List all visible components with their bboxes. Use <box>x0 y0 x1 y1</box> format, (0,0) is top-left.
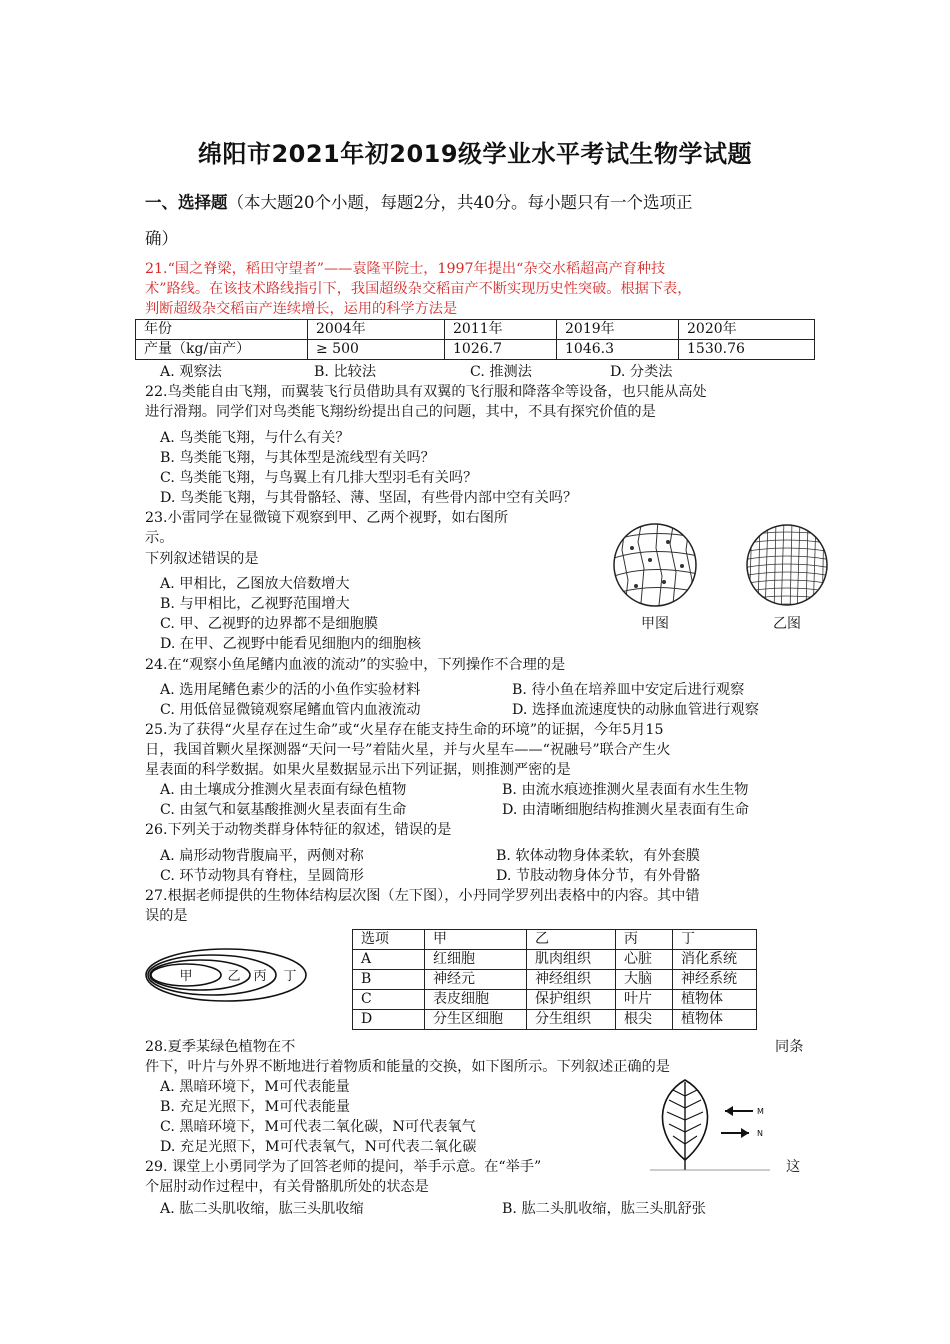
q25-line-1: 25.为了获得“火星存在过生命”或“火星存在能支持生命的环境”的证据，今年5月15 <box>145 722 664 738</box>
q29-option-b: B. 肱二头肌收缩，肱三头肌舒张 <box>502 1201 706 1217</box>
table-cell: C <box>353 990 425 1010</box>
figure-label-yi: 乙图 <box>773 616 801 632</box>
q23-option-b: B. 与甲相比，乙视野范围增大 <box>160 596 350 612</box>
q24-option-b: B. 待小鱼在培养皿中安定后进行观察 <box>512 682 745 698</box>
q21-option-d: D. 分类法 <box>610 364 673 380</box>
table-row <box>136 340 815 360</box>
q23-line-3: 下列叙述错误的是 <box>145 551 259 567</box>
arrow-label-m: M <box>757 1107 764 1116</box>
table-cell: B <box>353 970 425 990</box>
q26-option-b: B. 软体动物身体柔软，有外套膜 <box>496 848 700 864</box>
microscope-fields-figure <box>612 520 837 635</box>
q29-option-a: A. 肱二头肌收缩，肱三头肌收缩 <box>160 1201 364 1217</box>
table-row <box>353 970 757 990</box>
q24-option-c: C. 用低倍显微镜观察尾鳍血管内血液流动 <box>160 702 421 718</box>
q22-option-b: B. 鸟类能飞翔，与其体型是流线型有关吗？ <box>160 450 435 466</box>
page-title: 绵阳市2021年初2019级学业水平考试生物学试题 <box>197 140 753 168</box>
table-row <box>353 990 757 1010</box>
table-cell: 神经系统 <box>673 970 757 990</box>
table-cell: 植物体 <box>673 1010 757 1030</box>
q24-option-a: A. 选用尾鳍色素少的活的小鱼作实验材料 <box>160 682 421 698</box>
q28-option-a: A. 黑暗环境下，M可代表能量 <box>160 1079 350 1095</box>
field-a-cells-icon <box>614 520 698 615</box>
q22-option-a: A. 鸟类能飞翔，与什么有关？ <box>160 430 350 446</box>
q28-option-d: D. 充足光照下，M可代表氧气，N可代表二氧化碳 <box>160 1139 477 1155</box>
table-cell: 神经组织 <box>527 970 616 990</box>
q21-option-b: B. 比较法 <box>314 364 377 380</box>
table-cell: 大脑 <box>616 970 673 990</box>
q28-line-1-right: 同条 <box>775 1039 804 1055</box>
q24-option-d: D. 选择血流速度快的动脉血管进行观察 <box>512 702 759 718</box>
table-header-cell: 2011年 <box>445 320 557 340</box>
diagram-label-yi: 乙 <box>227 969 241 984</box>
q26-option-d: D. 节肢动物身体分节，有外骨骼 <box>496 868 701 884</box>
q24-line: 24.在“观察小鱼尾鳍内血液的流动”的实验中，下列操作不合理的是 <box>145 657 566 673</box>
q27-options-table <box>352 929 757 1030</box>
q26-option-a: A. 扁形动物背腹扁平，两侧对称 <box>160 848 364 864</box>
q28-option-b: B. 充足光照下，M可代表能量 <box>160 1099 351 1115</box>
table-cell: 保护组织 <box>527 990 616 1010</box>
q25-option-d: D. 由清晰细胞结构推测火星表面有生命 <box>502 802 749 818</box>
q21-line-3: 判断超级杂交稻亩产连续增长，运用的科学方法是 <box>145 301 458 317</box>
section-heading-label: 一、选择题 <box>145 193 228 212</box>
table-cell: 1026.7 <box>445 340 557 360</box>
table-header-cell: 2004年 <box>308 320 445 340</box>
table-header-cell: 乙 <box>527 930 616 950</box>
q25-line-2: 日，我国首颗火星探测器“天问一号”着陆火星，并与火星车——“祝融号”联合产生火 <box>145 742 671 758</box>
table-cell: D <box>353 1010 425 1030</box>
section-note-line2: 确） <box>145 229 178 248</box>
q29-line-1-right: 这 <box>786 1159 801 1175</box>
q29-line-1-left: 29. 课堂上小勇同学为了回答老师的提问，举手示意。在“举手” <box>145 1159 542 1175</box>
q25-option-c: C. 由氢气和氨基酸推测火星表面有生命 <box>160 802 407 818</box>
table-header-cell: 2019年 <box>557 320 679 340</box>
q21-yield-table <box>135 319 815 360</box>
table-cell: 叶片 <box>616 990 673 1010</box>
field-b-cells-icon <box>742 520 832 615</box>
table-header-cell: 丁 <box>673 930 757 950</box>
table-cell: 产量（kg/亩产） <box>136 340 308 360</box>
structure-levels-diagram <box>144 946 312 1004</box>
arrow-label-n: N <box>757 1129 763 1138</box>
q28-option-c: C. 黑暗环境下，M可代表二氧化碳，N可代表氧气 <box>160 1119 476 1135</box>
diagram-label-jia: 甲 <box>179 969 193 984</box>
leaf-exchange-figure <box>645 1078 775 1174</box>
table-row <box>353 950 757 970</box>
table-cell: 植物体 <box>673 990 757 1010</box>
q23-option-c: C. 甲、乙视野的边界都不是细胞膜 <box>160 616 378 632</box>
q28-line-1-left: 28.夏季某绿色植物在不 <box>145 1039 296 1055</box>
table-row <box>353 930 757 950</box>
diagram-label-bing: 丙 <box>253 969 267 984</box>
figure-label-jia: 甲图 <box>641 616 669 632</box>
table-cell: 心脏 <box>616 950 673 970</box>
q21-line-2: 术”路线。在该技术路线指引下，我国超级杂交稻亩产不断实现历史性突破。根据下表， <box>145 281 692 297</box>
table-row <box>353 1010 757 1030</box>
table-cell: 分生区细胞 <box>425 1010 527 1030</box>
q21-option-a: A. 观察法 <box>160 364 222 380</box>
q29-line-2: 个屈肘动作过程中，有关骨骼肌所处的状态是 <box>145 1179 429 1195</box>
q22-option-d: D. 鸟类能飞翔，与其骨骼轻、薄、坚固，有些骨内部中空有关吗？ <box>160 490 578 506</box>
q21-option-c: C. 推测法 <box>470 364 532 380</box>
q25-option-b: B. 由流水痕迹推测火星表面有水生生物 <box>502 782 749 798</box>
q22-option-c: C. 鸟类能飞翔，与鸟翼上有几排大型羽毛有关吗？ <box>160 470 478 486</box>
diagram-label-ding: 丁 <box>283 969 297 984</box>
q22-line-2: 进行滑翔。同学们对鸟类能飞翔纷纷提出自己的问题，其中，不具有探究价值的是 <box>145 404 656 420</box>
q27-line-2: 误的是 <box>145 908 188 924</box>
table-cell: A <box>353 950 425 970</box>
table-cell: ≥ 500 <box>308 340 445 360</box>
q23-option-a: A. 甲相比，乙图放大倍数增大 <box>160 576 350 592</box>
q26-option-c: C. 环节动物具有脊柱，呈圆筒形 <box>160 868 364 884</box>
q25-line-3: 星表面的科学数据。如果火星数据显示出下列证据，则推测严密的是 <box>145 762 571 778</box>
table-header-cell: 甲 <box>425 930 527 950</box>
table-cell: 红细胞 <box>425 950 527 970</box>
table-cell: 1530.76 <box>679 340 815 360</box>
q28-line-2: 件下，叶片与外界不断地进行着物质和能量的交换，如下图所示。下列叙述正确的是 <box>145 1059 670 1075</box>
q26-line: 26.下列关于动物类群身体特征的叙述，错误的是 <box>145 822 452 838</box>
table-header-cell: 选项 <box>353 930 425 950</box>
table-cell: 1046.3 <box>557 340 679 360</box>
section-note-line1: （本大题20个小题，每题2分，共40分。每小题只有一个选项正 <box>227 193 693 212</box>
table-cell: 根尖 <box>616 1010 673 1030</box>
table-header-cell: 丙 <box>616 930 673 950</box>
table-cell: 分生组织 <box>527 1010 616 1030</box>
table-header-cell: 年份 <box>136 320 308 340</box>
q23-option-d: D. 在甲、乙视野中能看见细胞内的细胞核 <box>160 636 422 652</box>
table-cell: 神经元 <box>425 970 527 990</box>
section-heading <box>145 189 693 213</box>
q23-line-1: 23.小雷同学在显微镜下观察到甲、乙两个视野，如右图所 <box>145 510 509 526</box>
q25-option-a: A. 由土壤成分推测火星表面有绿色植物 <box>160 782 407 798</box>
table-cell: 肌肉组织 <box>527 950 616 970</box>
q21-line-1: 21.“国之脊梁，稻田守望者”——袁隆平院士，1997年提出“杂交水稻超高产育种技 <box>145 261 666 277</box>
q27-line-1: 27.根据老师提供的生物体结构层次图（左下图），小丹同学罗列出表格中的内容。其中错 <box>145 888 700 904</box>
table-row <box>136 320 815 340</box>
q22-line-1: 22.鸟类能自由飞翔，而翼装飞行员借助具有双翼的飞行服和降落伞等设备，也只能从高处 <box>145 384 707 400</box>
table-header-cell: 2020年 <box>679 320 815 340</box>
q23-line-2: 示。 <box>145 530 174 546</box>
table-cell: 消化系统 <box>673 950 757 970</box>
table-cell: 表皮细胞 <box>425 990 527 1010</box>
